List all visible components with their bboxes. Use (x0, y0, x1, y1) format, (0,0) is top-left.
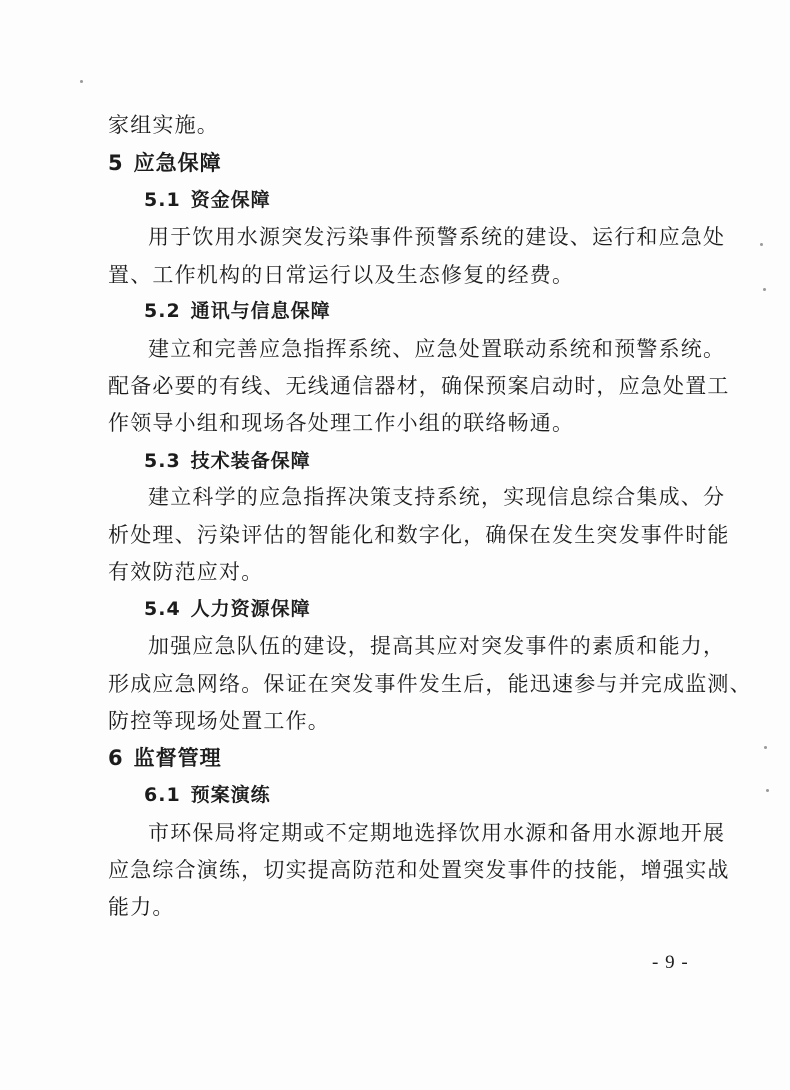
paragraph-line: 用于饮用水源突发污染事件预警系统的建设、运行和应急处 (148, 225, 726, 249)
subsection-heading-5-2 (144, 296, 331, 326)
subsection-heading-5-4 (144, 594, 311, 624)
paragraph-line: 置、工作机构的日常运行以及生态修复的经费。 (108, 263, 575, 287)
heading-number: 5.1 (144, 189, 181, 211)
scan-speck (760, 243, 763, 246)
heading-title: 技术装备保障 (190, 450, 311, 472)
heading-number: 6.1 (144, 784, 181, 806)
scan-speck (763, 288, 766, 291)
subsection-heading-5-3 (144, 446, 311, 476)
heading-number: 5.2 (144, 300, 181, 322)
heading-title: 通讯与信息保障 (190, 300, 331, 322)
section-heading-5 (108, 148, 222, 178)
paragraph-line: 加强应急队伍的建设，提高其应对突发事件的素质和能力， (148, 634, 726, 658)
paragraph-line: 建立和完善应急指挥系统、应急处置联动系统和预警系统。 (148, 337, 726, 361)
paragraph-line: 配备必要的有线、无线通信器材，确保预案启动时，应急处置工 (108, 374, 730, 398)
heading-title: 人力资源保障 (190, 598, 311, 620)
heading-title: 监督管理 (133, 746, 222, 770)
scan-speck (766, 789, 769, 792)
section-heading-6 (108, 743, 222, 773)
paragraph-line: 析处理、污染评估的智能化和数字化，确保在发生突发事件时能 (108, 523, 730, 547)
heading-title: 资金保障 (190, 189, 271, 211)
heading-number: 5 (108, 151, 124, 175)
paragraph-line: 作领导小组和现场各处理工作小组的联络畅通。 (108, 411, 575, 435)
paragraph-line: 形成应急网络。保证在突发事件发生后，能迅速参与并完成监测、 (108, 672, 752, 696)
subsection-heading-6-1 (144, 780, 271, 810)
scan-speck (764, 746, 767, 749)
paragraph-line: 有效防范应对。 (108, 560, 264, 584)
paragraph-line: 防控等现场处置工作。 (108, 709, 330, 733)
paragraph-line: 建立科学的应急指挥决策支持系统，实现信息综合集成、分 (148, 485, 726, 509)
paragraph-line: 能力。 (108, 895, 175, 919)
heading-title: 预案演练 (190, 784, 271, 806)
paragraph-line: 市环保局将定期或不定期地选择饮用水源和备用水源地开展 (148, 821, 726, 845)
heading-number: 5.3 (144, 450, 181, 472)
page-number: - 9 - (652, 952, 689, 973)
scan-speck (80, 80, 83, 83)
subsection-heading-5-1 (144, 185, 271, 215)
heading-title: 应急保障 (133, 151, 222, 175)
heading-number: 6 (108, 746, 124, 770)
paragraph-line: 家组实施。 (108, 113, 219, 137)
heading-number: 5.4 (144, 598, 181, 620)
paragraph-line: 应急综合演练，切实提高防范和处置突发事件的技能，增强实战 (108, 858, 730, 882)
